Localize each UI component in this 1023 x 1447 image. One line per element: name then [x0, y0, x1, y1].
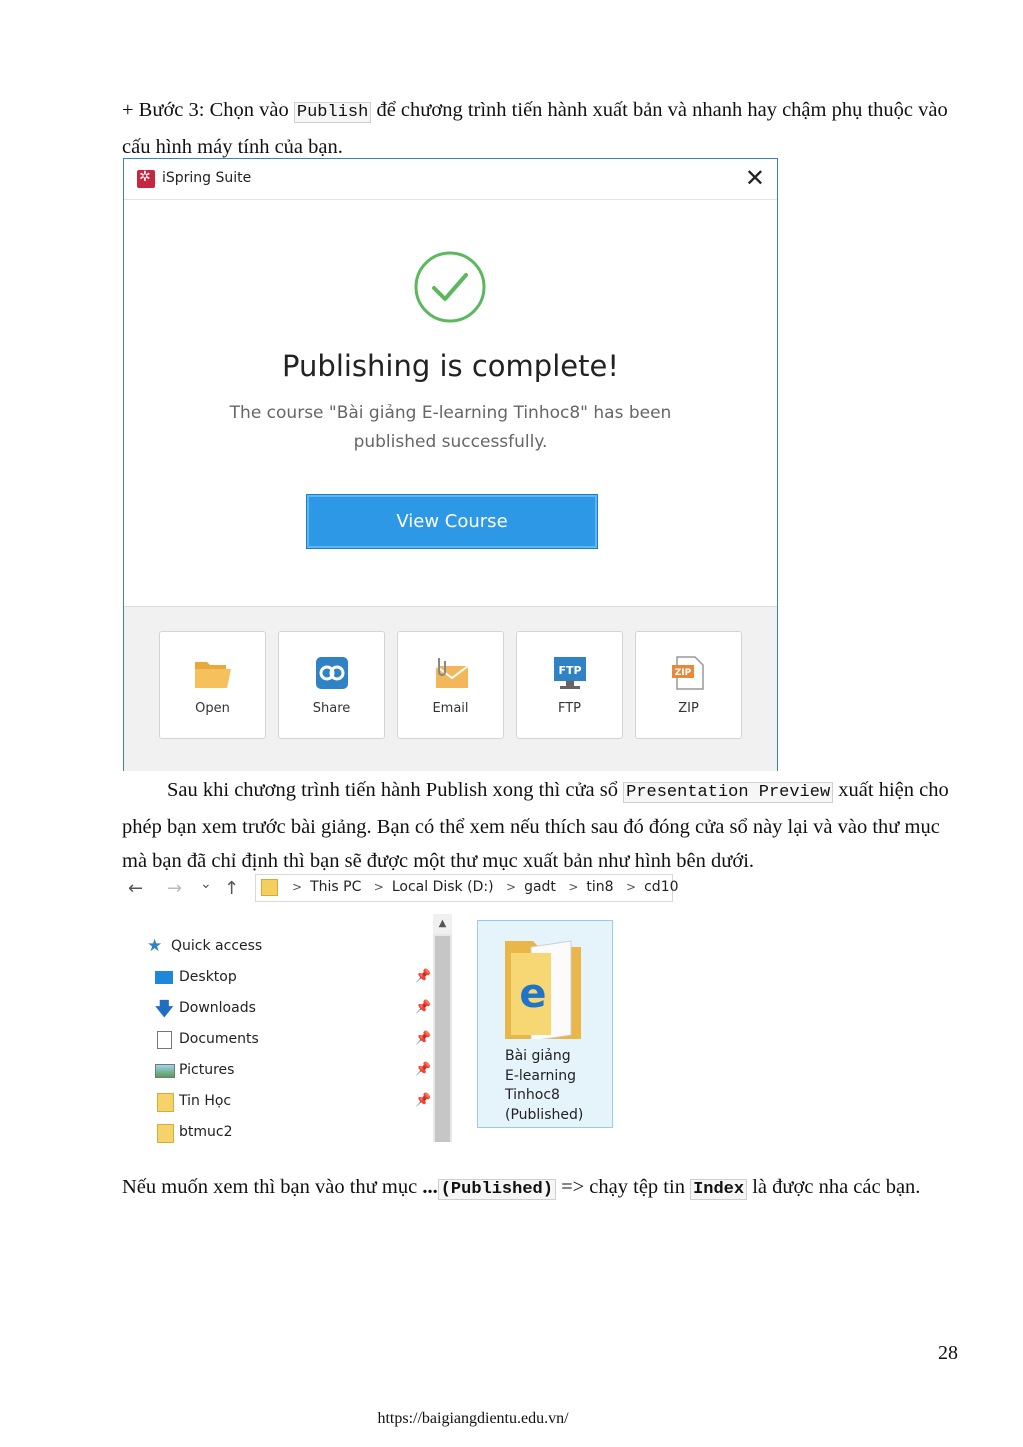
- document-icon: [157, 1031, 172, 1049]
- tree-item-desktop[interactable]: Desktop 📌: [155, 967, 437, 991]
- share-icon: [312, 656, 352, 690]
- email-label: Email: [432, 701, 469, 716]
- star-icon: ★: [147, 936, 163, 956]
- step3-paragraph: [122, 93, 958, 164]
- published-code: (Published): [438, 1179, 556, 1200]
- dialog-title: iSpring Suite: [162, 170, 252, 186]
- pin-icon[interactable]: 📌: [415, 1031, 432, 1046]
- pin-icon[interactable]: 📌: [415, 1000, 432, 1015]
- breadcrumb-gadt[interactable]: gadt: [524, 879, 556, 895]
- para3-prefix: Nếu muốn xem thì bạn vào thư mục: [122, 1176, 418, 1198]
- desktop-icon: [155, 971, 173, 984]
- email-button[interactable]: [397, 631, 504, 739]
- published-folder[interactable]: [477, 920, 613, 1128]
- scroll-up-icon[interactable]: ▲: [433, 914, 452, 934]
- published-folder-name: Bài giảng E-learning Tinhoc8 (Published): [505, 1048, 584, 1123]
- open-label: Open: [195, 701, 230, 716]
- dialog-titlebar: [124, 159, 777, 200]
- breadcrumb-cd10[interactable]: cd10: [644, 879, 679, 895]
- pin-icon[interactable]: 📌: [415, 969, 432, 984]
- para3-suffix: là được nha các bạn.: [752, 1176, 921, 1198]
- para3-ellipsis: ...: [422, 1176, 438, 1198]
- svg-text:ZIP: ZIP: [674, 668, 692, 678]
- open-button[interactable]: [159, 631, 266, 739]
- tree-item-tin-hoc[interactable]: Tin Học 📌: [155, 1091, 437, 1115]
- zip-icon: [669, 656, 709, 690]
- breadcrumb-local-disk[interactable]: Local Disk (D:): [391, 879, 494, 895]
- back-arrow-icon[interactable]: ←: [128, 878, 144, 899]
- folder-icon: [157, 1124, 174, 1143]
- page-number: 28: [938, 1342, 958, 1364]
- up-arrow-icon[interactable]: ↑: [224, 878, 240, 899]
- recent-dropdown-icon[interactable]: ⌄: [200, 876, 212, 892]
- tree-item-btmuc2[interactable]: btmuc2: [155, 1122, 437, 1146]
- ispring-logo-icon: [137, 170, 155, 188]
- file-explorer: [122, 870, 682, 1150]
- action-bar: [124, 606, 777, 771]
- zip-label: ZIP: [678, 701, 699, 716]
- folder-icon: [261, 879, 278, 896]
- step3-suffix: để chương trình tiến hành xuất bản và nhanh hay chậm phụ thuộc vào cấu hình máy tính của bạn.: [122, 99, 948, 158]
- ftp-button[interactable]: [516, 631, 623, 739]
- tree-item-pictures[interactable]: Pictures 📌: [155, 1060, 437, 1084]
- breadcrumb-tin8[interactable]: tin8: [586, 879, 614, 895]
- folder-edge-icon: [503, 931, 583, 1039]
- pin-icon[interactable]: 📌: [415, 1093, 432, 1108]
- checkmark-icon: [414, 251, 486, 323]
- svg-text:FTP: FTP: [558, 664, 582, 677]
- publish-code: Publish: [294, 102, 371, 123]
- footer-url[interactable]: https://baigiangdientu.edu.vn/: [377, 1410, 569, 1427]
- pictures-icon: [155, 1064, 175, 1078]
- zip-button[interactable]: [635, 631, 742, 739]
- scrollbar[interactable]: [433, 914, 452, 1142]
- tree-item-downloads[interactable]: 🡇 Downloads 📌: [155, 999, 432, 1020]
- forward-arrow-icon[interactable]: →: [167, 878, 183, 899]
- open-folder-icon: [193, 656, 233, 690]
- tree-item-quick-access[interactable]: ★ Quick access: [147, 936, 263, 956]
- ftp-label: FTP: [557, 701, 582, 716]
- tree-item-documents[interactable]: Documents 📌: [155, 1029, 437, 1053]
- svg-text:e: e: [519, 971, 547, 1017]
- close-icon[interactable]: ✕: [744, 164, 765, 192]
- pin-icon[interactable]: 📌: [415, 1062, 432, 1077]
- breadcrumb-this-pc[interactable]: This PC: [310, 879, 362, 895]
- address-bar[interactable]: [255, 874, 679, 902]
- publishing-message: The course "Bài giảng E-learning Tinhoc8" has been published successfully.: [229, 403, 672, 452]
- para2-suffix: xuất hiện cho phép bạn xem trước bài giảng. Bạn có thể xem nếu thích sau đó đóng cửa sổ này lại và vào thư mục mà bạn đã chỉ định thì bạn sẽ được một thư mục xuất bản như hình bên dưới.: [122, 779, 949, 872]
- folder-icon: [157, 1093, 174, 1112]
- para2-prefix: Sau khi chương trình tiến hành Publish xong thì cửa sổ: [167, 779, 618, 801]
- ispring-dialog: [123, 158, 778, 771]
- download-icon: 🡇: [155, 999, 174, 1020]
- step3-prefix: + Bước 3: Chọn vào: [122, 99, 289, 121]
- publishing-heading: Publishing is complete!: [282, 349, 619, 383]
- share-button[interactable]: [278, 631, 385, 739]
- view-instructions-paragraph: [122, 1170, 958, 1207]
- email-icon: [431, 656, 471, 690]
- ftp-icon: [550, 656, 590, 690]
- share-label: Share: [312, 701, 351, 716]
- presentation-preview-code: Presentation Preview: [623, 782, 833, 803]
- view-course-button[interactable]: View Course: [306, 494, 598, 549]
- index-code: Index: [690, 1179, 747, 1200]
- preview-paragraph: [122, 773, 958, 878]
- scrollbar-thumb[interactable]: [435, 936, 450, 1142]
- para3-mid: => chạy tệp tin: [561, 1176, 685, 1198]
- breadcrumb: > This PC > Local Disk (D:) > gadt > tin8 > cd10: [292, 879, 679, 895]
